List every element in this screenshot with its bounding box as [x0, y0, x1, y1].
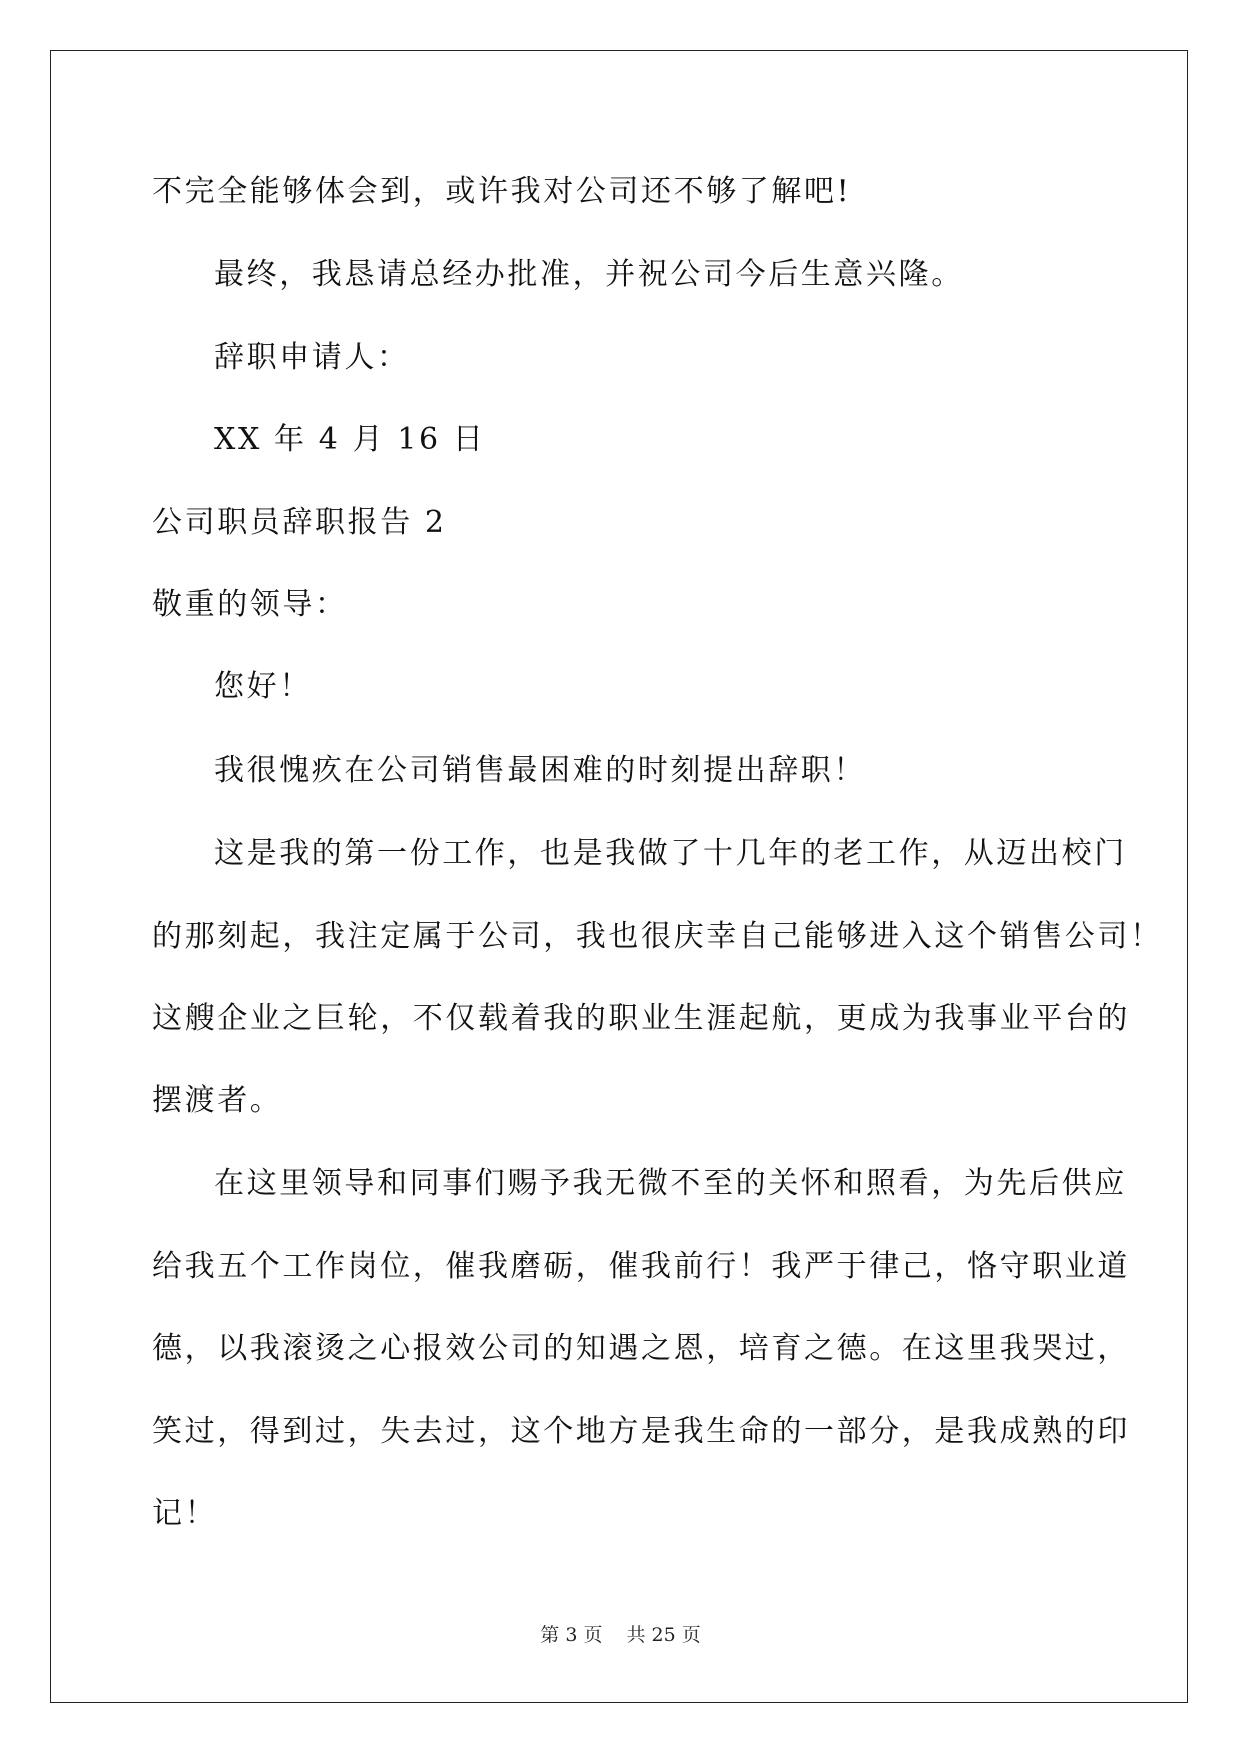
page-number: 第 3 页	[540, 1624, 603, 1646]
page-total: 共 25 页	[626, 1624, 701, 1646]
greeting: 您好！	[214, 669, 312, 704]
text-line: 德，以我滚烫之心报效公司的知遇之恩，培育之德。在这里我哭过，	[152, 1331, 1130, 1366]
page-footer	[0, 1620, 1241, 1647]
text-line: 最终，我恳请总经办批准，并祝公司今后生意兴隆。	[214, 257, 964, 292]
section-title: 公司职员辞职报告 2	[152, 505, 447, 540]
salutation: 敬重的领导：	[152, 587, 348, 622]
text-line: 在这里领导和同事们赐予我无微不至的关怀和照看，为先后供应	[214, 1166, 1127, 1201]
text-line: 笑过，得到过，失去过，这个地方是我生命的一部分，是我成熟的印	[152, 1414, 1130, 1449]
text-line: 给我五个工作岗位，催我磨砺，催我前行！我严于律己，恪守职业道	[152, 1249, 1130, 1284]
text-line: 不完全能够体会到，或许我对公司还不够了解吧!	[152, 174, 852, 209]
text-line: 辞职申请人：	[214, 340, 410, 375]
text-line: 的那刻起，我注定属于公司，我也很庆幸自己能够进入这个销售公司！	[152, 919, 1163, 954]
page-border	[50, 50, 1188, 1703]
date-line: XX 年 4 月 16 日	[214, 422, 486, 457]
text-line: 记！	[152, 1496, 218, 1531]
text-line: 这是我的第一份工作，也是我做了十几年的老工作，从迈出校门	[214, 836, 1127, 871]
text-line: 这艘企业之巨轮，不仅载着我的职业生涯起航，更成为我事业平台的	[152, 1001, 1130, 1036]
text-line: 我很愧疚在公司销售最困难的时刻提出辞职！	[214, 753, 866, 788]
text-line: 摆渡者。	[152, 1083, 283, 1118]
